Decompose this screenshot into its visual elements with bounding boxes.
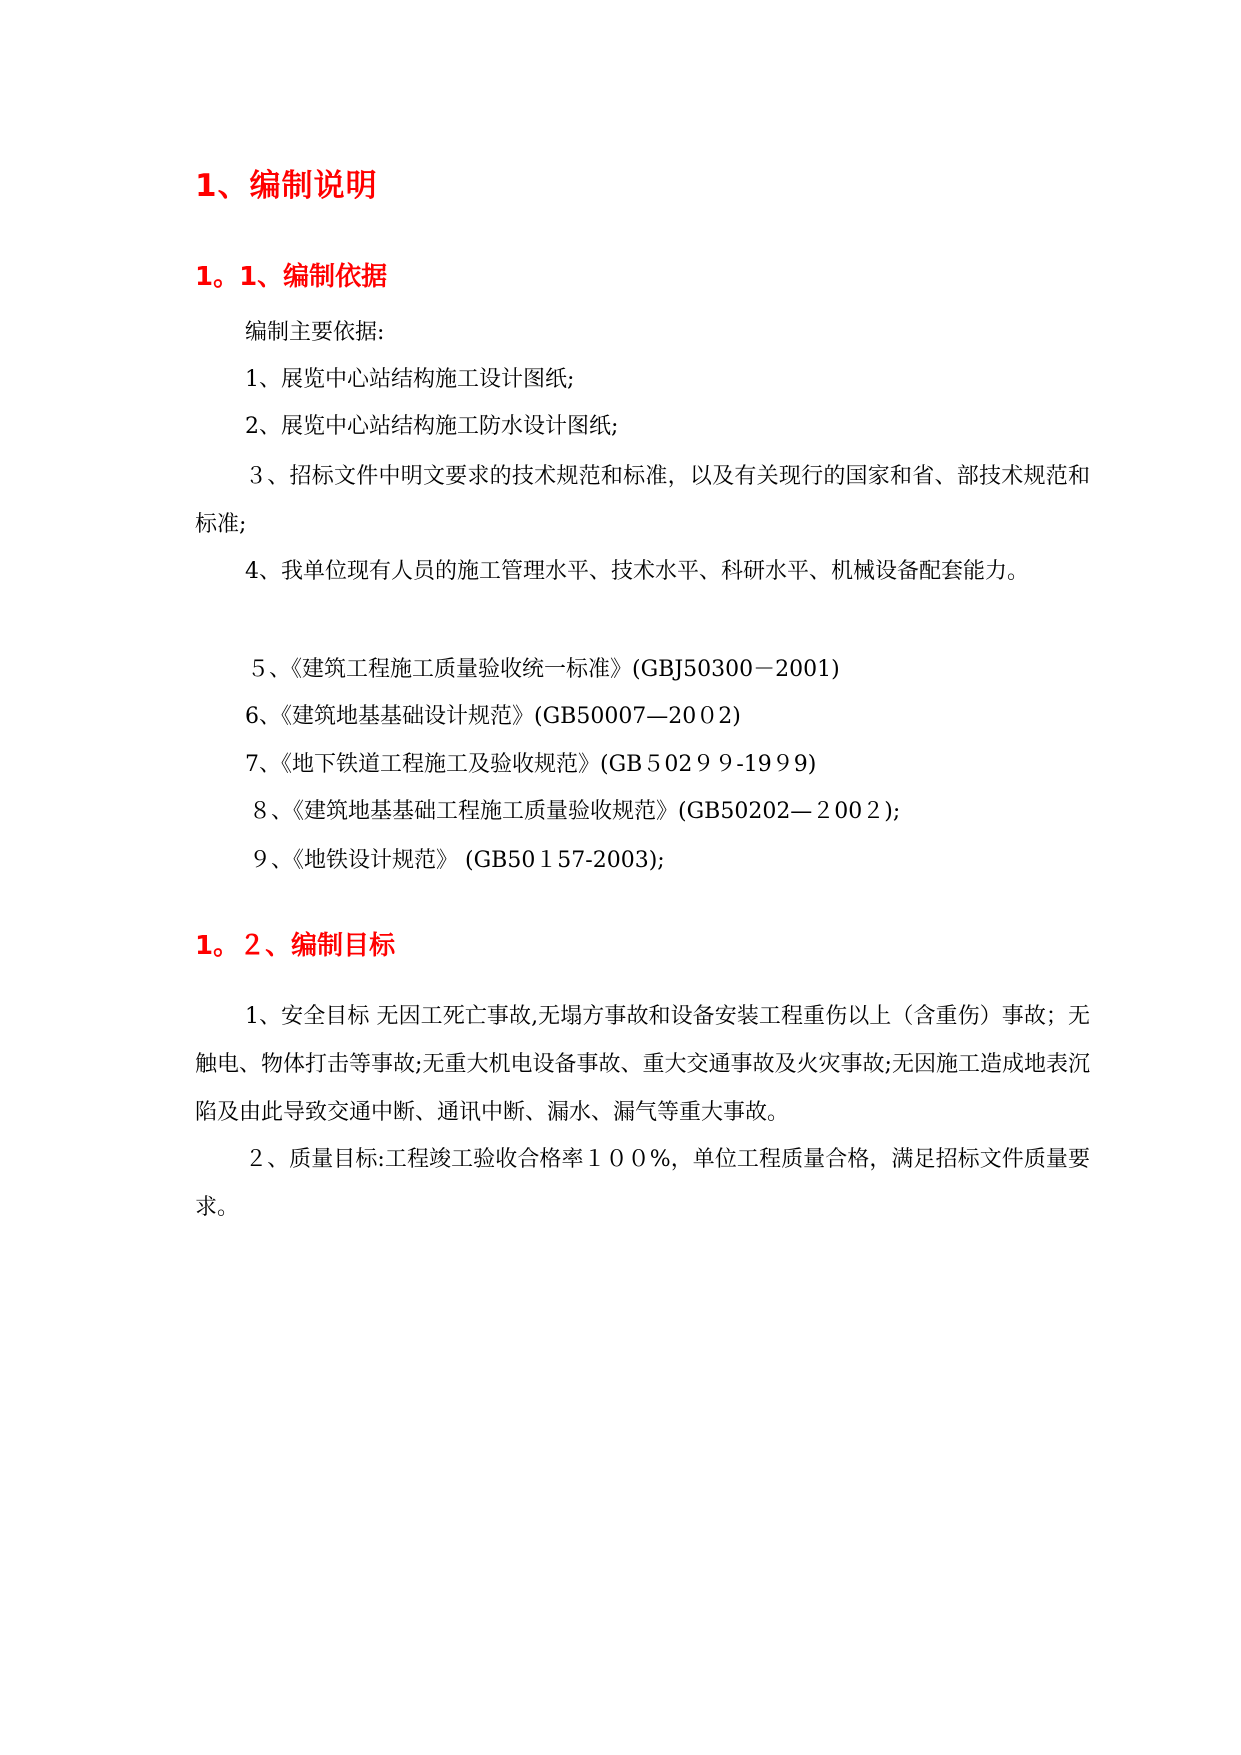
basis-item-6: 6、《建筑地基基础设计规范》(GB50007—20０2) [245,704,741,729]
basis-intro: 编制主要依据: [245,320,385,345]
section-heading-1-2: 1。２、编制目标 [195,931,396,961]
basis-item-2: 2、展览中心站结构施工防水设计图纸; [245,414,619,439]
basis-item-8: ８、《建筑地基基础工程施工质量验收规范》(GB50202—２00２); [249,799,901,824]
section-heading-1-1: 1。1、编制依据 [195,262,388,292]
basis-item-3: ３、招标文件中明文要求的技术规范和标准，以及有关现行的国家和省、部技术规范和标准; [195,464,1090,537]
goal-item-1: 1、安全目标 无因工死亡事故,无塌方事故和设备安装工程重伤以上（含重伤）事故；无触电、物体打击等事故;无重大机电设备事故、重大交通事故及火灾事故;无因施工造成地表沉陷及由此导致交通中断、通讯中断、漏水、漏气等重大事故。 [195,1004,1090,1125]
basis-item-1: 1、展览中心站结构施工设计图纸; [245,367,575,392]
goal-item-2: ２、质量目标:工程竣工验收合格率１００%，单位工程质量合格，满足招标文件质量要求。 [195,1147,1090,1220]
basis-item-7: 7、《地下铁道工程施工及验收规范》(GB５02９９-19９9) [245,752,817,777]
basis-item-9: ９、《地铁设计规范》 (GB50１57-2003); [249,848,665,873]
basis-item-5: ５、《建筑工程施工质量验收统一标准》(GBJ50300－2001) [247,657,840,682]
section-heading-1: 1、编制说明 [195,168,378,204]
basis-item-4: 4、我单位现有人员的施工管理水平、技术水平、科研水平、机械设备配套能力。 [245,559,1029,584]
